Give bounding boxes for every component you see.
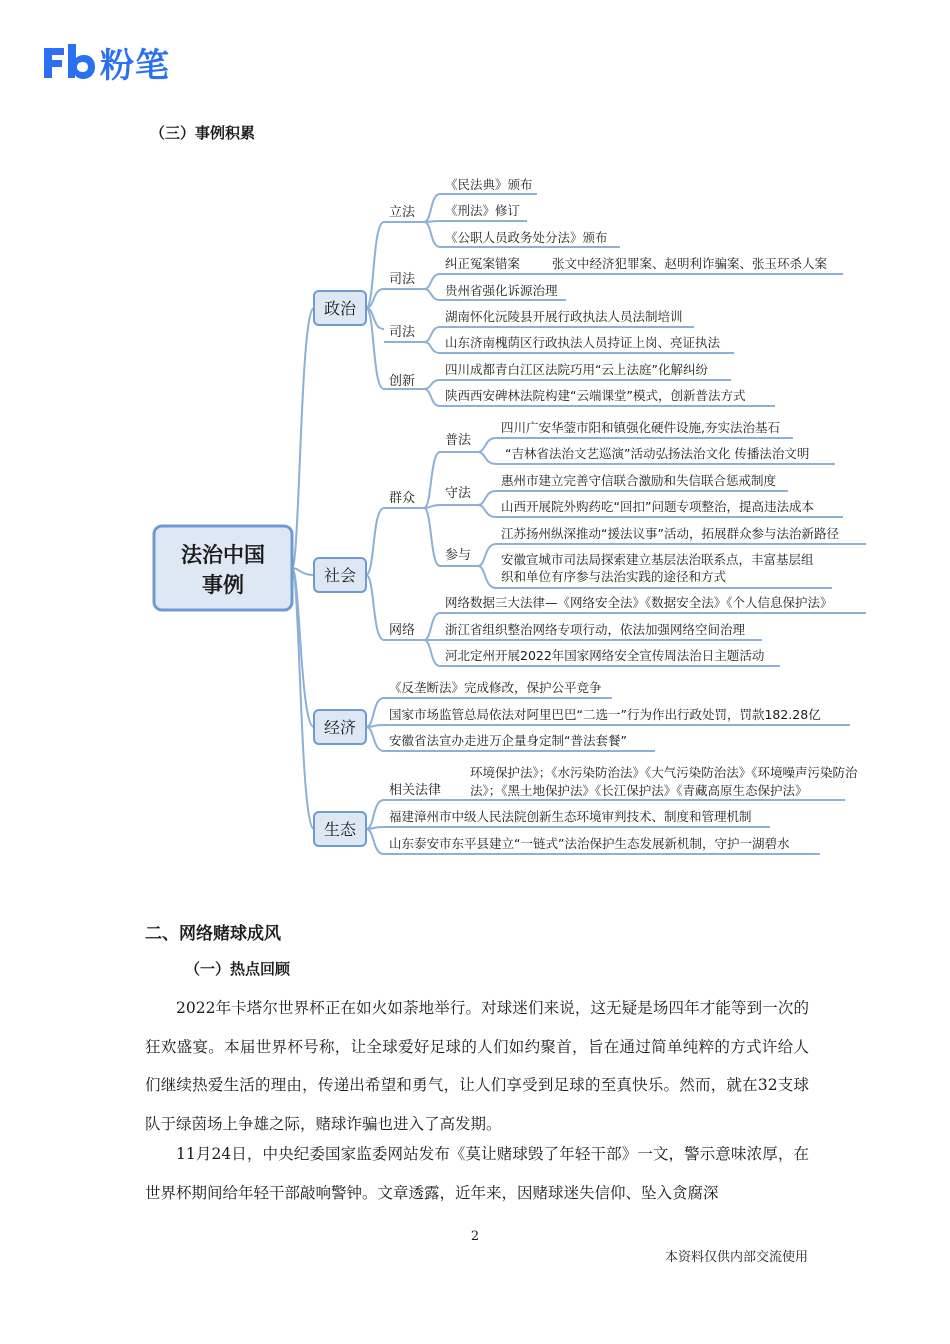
item: 陕西西安碑林法院构建“云端课堂”模式，创新普法方式 [445,388,746,403]
sub-judiciary-1: 司法 [389,272,416,287]
svg-text:社会: 社会 [323,566,357,585]
item: “吉林省法治文艺巡演”活动弘扬法治文化 传播法治文明 [505,446,810,461]
item: 江苏扬州纵深推动“援法议事”活动，拓展群众参与法治新路径 [501,526,839,541]
branch-politics [314,291,366,325]
heading-online-gambling: 二、网络赌球成风 [145,924,281,944]
item: 浙江省组织整治网络专项行动，依法加强网络空间治理 [445,622,746,637]
paragraph-2: 11月24日，中央纪委国家监委网站发布《莫让赌球毁了年轻干部》一文，警示意味浓厚，在世界杯期间给年轻干部敲响警钟。文章透露，近年来，因赌球迷失信仰、坠入贪腐深 [145,1145,809,1202]
sub-related-laws: 相关法律 [389,783,442,798]
item: 福建漳州市中级人民法院创新生态环境审判技术、制度和管理机制 [389,809,752,824]
group-legal-education: 普法 [445,433,472,448]
item: 安徽宣城市司法局探索建立基层法治联系点，丰富基层组 [501,552,814,567]
footer-note: 本资料仅供内部交流使用 [664,1250,808,1265]
item: 四川成都青白江区法院巧用“云上法庭”化解纠纷 [445,362,708,377]
item: 山东泰安市东平县建立“一链式”法治保护生态发展新机制，守护一湖碧水 [389,836,790,851]
svg-text:政治: 政治 [323,299,357,318]
item: 安徽省法宣办走进万企量身定制“普法套餐” [389,733,627,748]
item: 网络数据三大法律—《网络安全法》《数据安全法》《个人信息保护法》 [445,595,833,610]
sub-legislation: 立法 [389,205,416,220]
item-detail: 张文中经济犯罪案、赵明利诈骗案、张玉环杀人案 [552,256,828,271]
heading-hot-review: （一）热点回顾 [185,960,291,978]
item: 山西开展院外购药吃“回扣”问题专项整治，提高违法成本 [501,499,814,514]
page-number: 2 [470,1229,480,1244]
root-line-2: 事例 [202,573,244,597]
item: 山东济南槐荫区行政执法人员持证上岗、亮证执法 [445,335,721,350]
branch-ecology [314,812,366,846]
group-participation: 参与 [445,548,472,563]
sub-innovation: 创新 [389,374,416,389]
item: 法》；《黑土地保护法》《长江保护法》《青藏高原生态保护法》 [470,783,808,798]
item: 《刑法》修订 [445,203,521,218]
item: 湖南怀化沅陵县开展行政执法人员法制培训 [445,309,683,324]
section-title: （三）事例积累 [150,124,256,142]
sub-masses: 群众 [389,491,416,506]
item: 《民法典》颁布 [445,177,533,192]
item: 《反垄断法》完成修改，保护公平竞争 [389,680,602,695]
branch-society [314,558,366,592]
item: 《公职人员政务处分法》颁布 [445,230,608,245]
svg-text:经济: 经济 [323,718,357,737]
item: 环境保护法》；《水污染防治法》《大气污染防治法》《环境噪声污染防治 [470,765,858,780]
item: 纠正冤案错案 [445,256,521,271]
item: 四川广安华蓥市阳和镇强化硬件设施,夯实法治基石 [501,420,780,435]
item: 惠州市建立完善守信联合激励和失信联合惩戒制度 [501,473,777,488]
branch-economy [314,710,366,744]
sub-judiciary-2: 司法 [389,325,416,340]
paragraph-1: 2022年卡塔尔世界杯正在如火如荼地举行。对球迷们来说，这无疑是场四年才能等到一次的狂欢盛宴。本届世界杯号称，让全球爱好足球的人们如约聚首，旨在通过简单纯粹的方式许给人们继续热爱生活的理由，传递出希望和勇气，让人们享受到足球的至真快乐。然而，就在32支球队于绿茵场上争雄之际，赌球诈骗也进入了高发期。 [145,999,809,1133]
group-law-abiding: 守法 [445,486,472,501]
item: 河北定州开展2022年国家网络安全宣传周法治日主题活动 [445,648,765,663]
item: 贵州省强化诉源治理 [445,283,558,298]
mindmap-root [154,526,292,610]
brand-name: 粉笔 [100,45,170,86]
root-line-1: 法治中国 [181,543,265,567]
item: 织和单位有序参与法治实践的途径和方式 [501,569,727,584]
item: 国家市场监管总局依法对阿里巴巴“二选一”行为作出行政处罚，罚款182.28亿 [389,707,821,722]
sub-network: 网络 [389,623,416,638]
svg-text:生态: 生态 [323,820,357,839]
